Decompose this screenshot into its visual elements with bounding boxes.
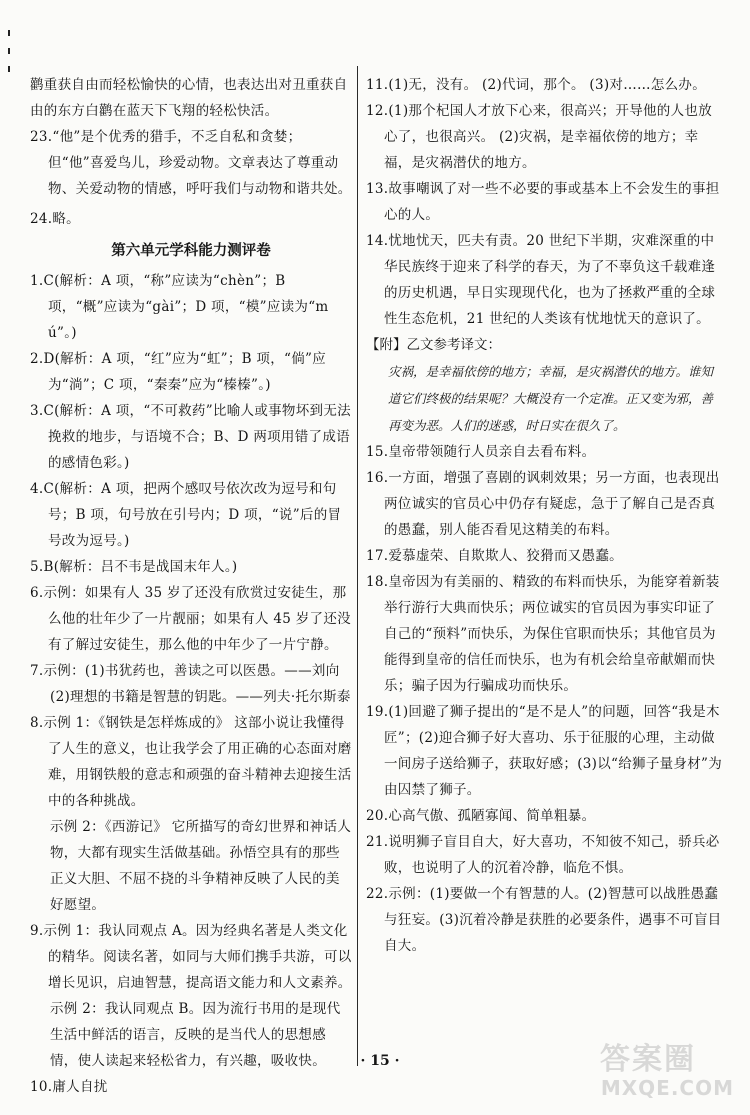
answer-4: 4.C(解析：A 项，把两个感叹号依次改为逗号和句号；B 项，句号放在引号内；D 项，“说”后的冒号改为逗号。): [30, 481, 342, 549]
answer-8-example1: 8.示例 1：《钢铁是怎样炼成的》 这部小说让我懂得了人生的意义，也让我学会了用正确的心态面对磨难，用钢铁般的意志和顽强的奋斗精神去迎接生活中的各种挑战。: [30, 715, 352, 809]
answer-15: 15.皇帝带领随行人员亲自去看布料。: [366, 444, 596, 460]
intro-line-1: 鹳重获自由而轻松愉快的心情，也表达出对丑重获自: [30, 77, 348, 93]
answer-11: 11.(1)无，没有。 (2)代词，那个。 (3)对……怎么办。: [366, 77, 707, 93]
answer-24: 24.略。: [30, 211, 80, 227]
answer-9-example1: 9.示例 1：我认同观点 A。因为经典名著是人类文化的精华。阅读名著，如同与大师们携手共游，可以增长见识，启迪智慧，提高语文能力和人文素养。: [30, 923, 352, 991]
watermark-text-bottom: MXQE.COM: [600, 1076, 734, 1100]
answer-7-part2: (2)理想的书籍是智慧的钥匙。——列夫·托尔斯泰: [50, 689, 351, 705]
answer-8-example2: 示例 2：《西游记》 它所描写的奇幻世界和神话人物，大都有现实生活做基础。孙悟空具有的那些正义大胆、不屈不挠的斗争精神反映了人民的美好愿望。: [50, 819, 352, 913]
answer-19: 19.(1)回避了狮子提出的“是不是人”的问题，回答“我是木匠”；(2)迎合狮子好大喜功、乐于征服的心理，主动做一间房子送给狮子，获取好感；(3)以“给狮子量身材”为由囚禁了狮子。: [366, 704, 723, 798]
column-divider: [357, 66, 358, 1066]
intro-line-2: 由的东方白鹳在蓝天下飞翔的轻松快活。: [30, 103, 279, 119]
answer-2: 2.D(解析：A 项，“红”应为“虹”；B 项，“倘”应为“淌”；C 项，“秦秦”应为“榛榛”。): [30, 351, 327, 393]
section-title: 第六单元学科能力测评卷: [111, 243, 271, 259]
answer-5: 5.B(解析：吕不韦是战国末年人。): [30, 559, 238, 575]
answer-20: 20.心高气傲、孤陋寡闻、简单粗暴。: [366, 808, 596, 824]
binding-margin-marks: [6, 30, 12, 100]
answer-10: 10.庸人自扰: [30, 1079, 108, 1095]
answer-7-part1: 7.示例：(1)书犹药也，善读之可以医愚。——刘向: [30, 663, 340, 679]
answer-14: 14.忧地忧天，匹夫有责。20 世纪下半期，灾难深重的中华民族终于迎来了科学的春天，为了不辜负这千载难逢的历史机遇，早日实现现代化，也为了拯救严重的全球性生态危机，21 世纪的人类该有忧地忧天的意识了。: [366, 233, 716, 327]
answer-9-example2: 示例 2：我认同观点 B。因为流行书用的是现代生活中鲜活的语言，反映的是当代人的思想感情，使人读起来轻松省力，有兴趣，吸收快。: [50, 1001, 341, 1069]
left-column: [30, 72, 352, 1100]
answer-21: 21.说明狮子盲目自大，好大喜功，不知彼不知己，骄兵必败，也说明了人的沉着冷静，临危不惧。: [366, 834, 720, 876]
answer-16: 16.一方面，增强了喜剧的讽刺效果；另一方面，也表现出两位诚实的官员心中仍存有疑虑，急于了解自己是否真的愚蠢，别人能否看见这精美的布料。: [366, 470, 720, 538]
answer-17: 17.爱慕虚荣、自欺欺人、狡猾而又愚蠢。: [366, 548, 623, 564]
answer-6: 6.示例：如果有人 35 岁了还没有欣赏过安徒生，那么他的壮年少了一片靓丽；如果有人 45 岁了还没有了解过安徒生，那么他的中年少了一片宁静。: [30, 585, 351, 653]
answer-3: 3.C(解析：A 项，“不可救药”比喻人或事物坏到无法挽救的地步，与语境不合；B、D 两项用错了成语的感情色彩。): [30, 403, 351, 471]
appendix-heading: 【附】乙文参考译文：: [366, 337, 501, 353]
page-number: · 15 ·: [360, 1053, 400, 1069]
answer-13: 13.故事嘲讽了对一些不必要的事或基本上不会发生的事担心的人。: [366, 181, 720, 223]
answer-23: 23.“他”是个优秀的猎手，不乏自私和贪婪；但“他”喜爱鸟儿，珍爱动物。文章表达了尊重动物、关爱动物的情感，呼吁我们与动物和谐共处。: [30, 129, 352, 197]
appendix-translation: 灾祸，是幸福依傍的地方；幸福，是灾祸潜伏的地方。谁知道它们终极的结果呢？大概没有一个定准。正又变为邪，善再变为恶。人们的迷惑，时日实在很久了。: [388, 364, 714, 433]
answer-18: 18.皇帝因为有美丽的、精致的布料而快乐，为能穿着新装举行游行大典而快乐；两位诚实的官员因为事实印证了自己的“预料”而快乐，为保住官职而快乐；其他官员为能得到皇帝的信任而快乐，也为有机会给皇帝献媚而快乐；骗子因为行骗成功而快乐。: [366, 574, 720, 694]
watermark-text-top: 答案圈: [600, 1042, 696, 1077]
answer-22: 22.示例：(1)要做一个有智慧的人。(2)智慧可以战胜愚蠢与狂妄。(3)沉着冷静是获胜的必要条件，遇事不可盲目自大。: [366, 886, 722, 954]
watermark-logo: [600, 1043, 740, 1105]
answer-1: 1.C(解析：A 项，“称”应读为“chèn”；B 项，“概”应读为“gài”；D 项，“模”应读为“mú”。): [30, 273, 329, 341]
right-column: [366, 72, 724, 959]
answer-12: 12.(1)那个杞国人才放下心来，很高兴；开导他的人也放心了，也很高兴。 (2)灾祸，是幸福依傍的地方；幸福，是灾祸潜伏的地方。: [366, 103, 712, 171]
